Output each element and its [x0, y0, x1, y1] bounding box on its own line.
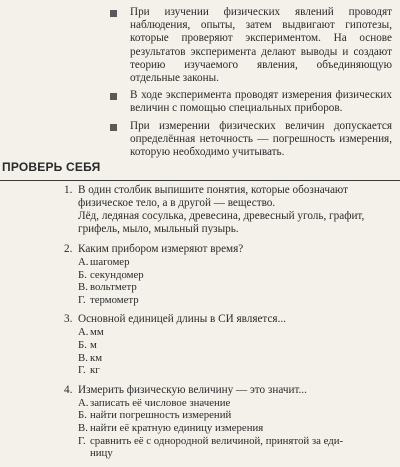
option-text: шагомер	[90, 256, 130, 268]
summary-bullet	[110, 89, 392, 115]
option-text: км	[90, 351, 103, 364]
question-number: 3.	[64, 313, 73, 326]
question-item	[64, 243, 394, 306]
summary-bullet	[110, 120, 392, 160]
option-text: кг	[90, 364, 100, 377]
question-text: Каким прибором измеряют время?	[78, 243, 244, 255]
question-item	[64, 184, 394, 236]
option-text: м	[90, 338, 97, 351]
answer-option	[78, 281, 394, 294]
option-letter: Б.	[78, 409, 87, 422]
section-heading: ПРОВЕРЬ СЕБЯ	[2, 160, 101, 174]
summary-bullets	[110, 6, 392, 163]
answer-option	[78, 256, 394, 269]
option-letter: Г.	[78, 434, 86, 447]
question-number: 4.	[64, 383, 73, 396]
question-text: В один столбик выпишите понятия, которые обозначают физическое тело, а в другой — вещество.	[78, 184, 349, 209]
square-bullet-icon	[110, 124, 117, 131]
question-item	[64, 313, 394, 376]
answer-options	[78, 256, 394, 306]
answer-option	[78, 352, 394, 365]
summary-bullet-text: В ходе эксперимента проводят измерения физических величин с помощью специальных приборов.	[130, 89, 392, 115]
answer-option	[78, 339, 394, 352]
option-letter: Г.	[78, 364, 86, 377]
summary-bullet	[110, 6, 392, 85]
answer-option	[78, 364, 394, 377]
option-text: термометр	[90, 293, 139, 306]
option-letter: Б.	[78, 268, 87, 281]
answer-option	[78, 397, 394, 410]
option-letter: А.	[78, 326, 89, 339]
question-number: 1.	[64, 184, 73, 196]
option-letter: В.	[78, 281, 88, 294]
option-text: мм	[90, 326, 104, 339]
option-letter: В.	[78, 421, 88, 434]
answer-option	[78, 435, 394, 448]
option-text: записать её числовое значение	[90, 396, 231, 409]
option-text: ницу	[90, 447, 113, 460]
option-letter: Б.	[78, 338, 87, 351]
question-word-list: Лёд, ледяная сосулька, древесина, древесный уголь, графит, грифель, мыло, мыльный пузырь.	[78, 210, 365, 235]
question-item	[64, 384, 394, 460]
option-text: найти её кратную единицу измерения	[90, 421, 264, 434]
answer-option	[78, 422, 394, 435]
answer-option	[78, 294, 394, 307]
option-letter: Г.	[78, 293, 86, 306]
summary-bullet-text: При измерении физических величин допускается определённая неточность — погрешность измерения, которую необходимо учитывать.	[130, 119, 392, 159]
summary-bullet-text: При изучении физических явлений проводят наблюдения, опыты, затем выдвигают гипотезы, которые проверяют экспериментом. На основе результатов эксперимента делают выводы и создают теорию изучаемого явления, объединяющую отдельные законы.	[130, 6, 392, 85]
option-text: вольтметр	[90, 281, 137, 294]
option-letter: А.	[78, 256, 89, 268]
answer-option	[78, 409, 394, 422]
option-text: сравнить её с однородной величиной, принятой за еди-	[90, 434, 344, 447]
answer-options	[78, 326, 394, 376]
option-text: найти погрешность измерений	[90, 409, 232, 422]
option-letter: В.	[78, 351, 88, 364]
answer-options	[78, 397, 394, 460]
section-divider	[0, 180, 400, 181]
answer-option	[78, 326, 394, 339]
option-letter: А.	[78, 396, 89, 409]
answer-option	[78, 269, 394, 282]
question-text: Основной единицей длины в СИ является...	[78, 313, 286, 326]
option-text: секундомер	[90, 268, 144, 281]
question-number: 2.	[64, 243, 73, 255]
answer-option-continuation	[78, 447, 394, 460]
question-list	[64, 184, 394, 467]
square-bullet-icon	[110, 10, 117, 17]
question-text: Измерить физическую величину — это значит...	[78, 383, 307, 396]
square-bullet-icon	[110, 93, 117, 100]
